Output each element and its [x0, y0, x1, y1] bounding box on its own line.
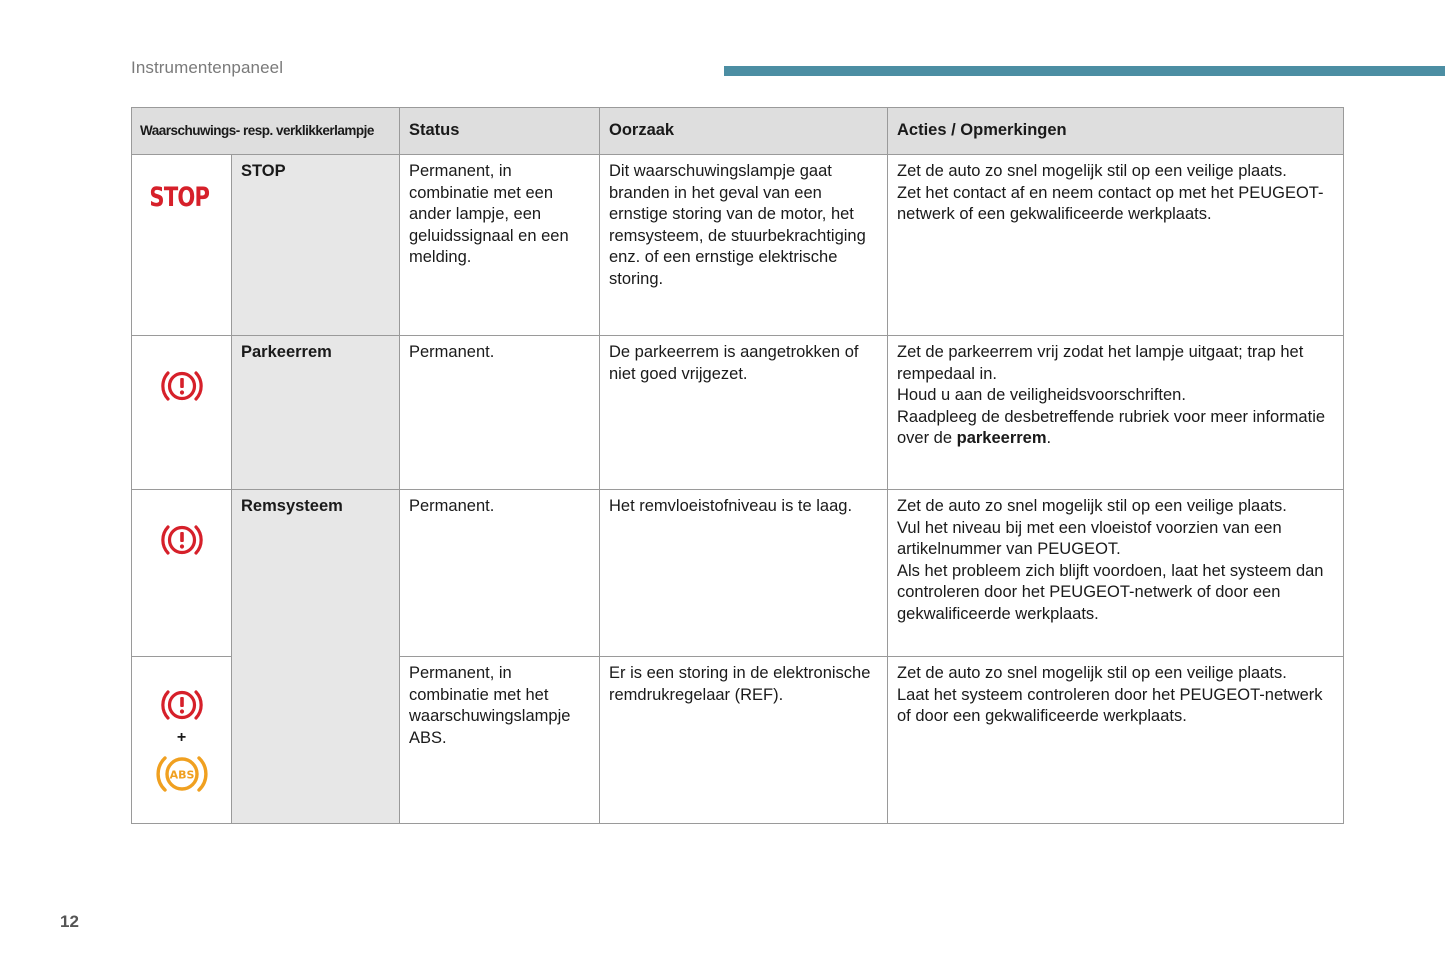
page-number: 12	[60, 912, 79, 931]
actions-cell: Zet de auto zo snel mogelijk stil op een veilige plaats. Laat het systeem controleren door het PEUGEOT-netwerk of door een gekwalificeerde werkplaats.	[888, 657, 1344, 824]
status-cell: Permanent, in combinatie met het waarschuwingslampje ABS.	[400, 657, 600, 824]
abs-icon	[152, 751, 212, 797]
brake-warning-icon	[157, 522, 207, 558]
table-row	[132, 336, 1344, 490]
abs-icon-label: ABS	[169, 768, 194, 781]
brake-warning-icon	[157, 368, 207, 404]
actions-text: Zet de parkeerrem vrij zodat het lampje uitgaat; trap het rempedaal in. Houd u aan de veiligheidsvoorschriften. Raadpleeg de desbetreffende rubriek voor meer informatie over de	[897, 343, 1326, 447]
status-cell: Permanent, in combinatie met een ander lampje, een geluidssignaal en een melding.	[400, 155, 600, 336]
actions-cell	[888, 336, 1344, 490]
cause-cell: Het remvloeistofniveau is te laag.	[600, 490, 888, 657]
actions-cell: Zet de auto zo snel mogelijk stil op een veilige plaats. Zet het contact af en neem contact op met het PEUGEOT-netwerk of een gekwalificeerde werkplaats.	[888, 155, 1344, 336]
icon-cell	[132, 336, 232, 490]
lamp-name: STOP	[232, 155, 400, 336]
lamp-name: Remsysteem	[232, 490, 400, 824]
column-header-cause: Oorzaak	[600, 108, 888, 155]
status-cell: Permanent.	[400, 336, 600, 490]
icon-cell	[132, 155, 232, 336]
column-header-actions: Acties / Opmerkingen	[888, 108, 1344, 155]
actions-cell: Zet de auto zo snel mogelijk stil op een veilige plaats. Vul het niveau bij met een vloeistof voorzien van een artikelnummer van PEUGEOT. Als het probleem zich blijft voordoen, laat het systeem dan controleren door het PEUGEOT-netwerk of door een gekwalificeerde werkplaats.	[888, 490, 1344, 657]
table-header-row	[132, 108, 1344, 155]
actions-bold-term: parkeerrem	[956, 429, 1047, 447]
warning-lamps-table	[131, 107, 1344, 824]
lamp-name: Parkeerrem	[232, 336, 400, 490]
stop-icon: STOP	[149, 182, 210, 213]
header-accent-bar	[724, 66, 1445, 76]
column-header-lamp: Waarschuwings- resp. verklikkerlampje	[132, 108, 400, 155]
actions-suffix: .	[1046, 429, 1052, 447]
brake-warning-icon	[157, 687, 207, 723]
cause-cell: De parkeerrem is aangetrokken of niet goed vrijgezet.	[600, 336, 888, 490]
icon-cell	[132, 490, 232, 657]
status-cell: Permanent.	[400, 490, 600, 657]
cause-cell: Dit waarschuwingslampje gaat branden in het geval van een ernstige storing van de motor, het remsysteem, de stuurbekrachtiging enz. of een ernstige elektrische storing.	[600, 155, 888, 336]
section-title: Instrumentenpaneel	[131, 58, 284, 77]
table-row	[132, 490, 1344, 657]
cause-cell: Er is een storing in de elektronische remdrukregelaar (REF).	[600, 657, 888, 824]
plus-sign: +	[176, 729, 187, 746]
column-header-status: Status	[400, 108, 600, 155]
table-row	[132, 155, 1344, 336]
icon-cell	[132, 657, 232, 824]
